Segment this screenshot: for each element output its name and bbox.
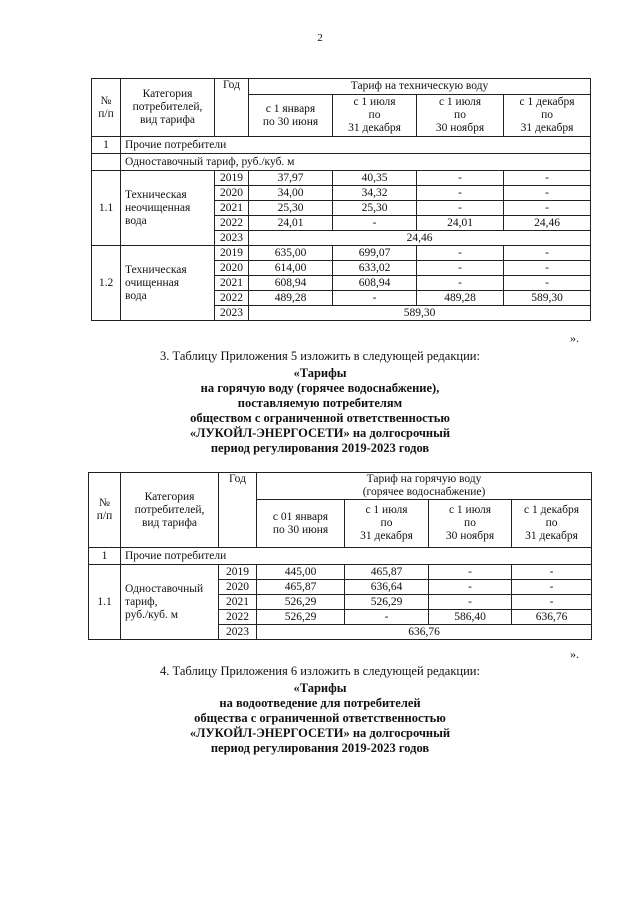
value-cell: 526,29 (345, 595, 429, 610)
year-cell: 2021 (219, 595, 257, 610)
value-cell: - (417, 171, 504, 186)
value-cell: - (512, 565, 592, 580)
heading3-line-2: на горячую воду (горячее водоснабжение), (200, 381, 440, 395)
header-period: с 1 июля по 31 декабря (333, 95, 417, 137)
paragraph-3: 3. Таблицу Приложения 5 изложить в следующей редакции: (160, 349, 480, 363)
header-period: с 1 июля по 30 ноября (417, 95, 504, 137)
value-cell: - (504, 186, 591, 201)
value-cell: 614,00 (249, 261, 333, 276)
table-row (92, 79, 591, 95)
header-period: с 1 января по 30 июня (249, 95, 333, 137)
value-cell: - (429, 565, 512, 580)
value-cell: 608,94 (333, 276, 417, 291)
year-cell: 2019 (219, 565, 257, 580)
header-period: с 1 декабря по 31 декабря (512, 500, 592, 548)
header-tariff: Тариф на техническую воду (249, 79, 591, 95)
value-cell: - (504, 276, 591, 291)
section-no: 1 (89, 548, 121, 565)
value-cell: 34,32 (333, 186, 417, 201)
table-row (89, 565, 592, 580)
year-cell: 2021 (215, 276, 249, 291)
header-period: с 1 декабря по 31 декабря (504, 95, 591, 137)
value-cell: 37,97 (249, 171, 333, 186)
value-cell: 465,87 (257, 580, 345, 595)
header-year: Год (215, 79, 249, 137)
value-cell: 636,64 (345, 580, 429, 595)
value-cell: - (345, 610, 429, 625)
value-cell: 699,07 (333, 246, 417, 261)
value-cell: 636,76 (512, 610, 592, 625)
paragraph-4: 4. Таблицу Приложения 6 изложить в следующей редакции: (160, 664, 480, 678)
section-no: 1 (92, 137, 121, 154)
year-cell: 2023 (215, 306, 249, 321)
value-cell: 34,00 (249, 186, 333, 201)
table2-end-mark: ». (570, 647, 579, 661)
year-cell: 2023 (215, 231, 249, 246)
value-cell: 489,28 (249, 291, 333, 306)
heading4-line-2: на водоотведение для потребителей (219, 696, 421, 710)
group-no: 1.1 (92, 171, 121, 246)
table-row (92, 154, 591, 171)
value-cell: - (512, 580, 592, 595)
heading3-line-5: «ЛУКОЙЛ-ЭНЕРГОСЕТИ» на долгосрочный (189, 426, 451, 440)
heading3-line-4: обществом с ограниченной ответственностью (190, 411, 450, 425)
heading-hot-water-tariffs (0, 366, 640, 456)
value-cell: - (504, 246, 591, 261)
value-cell: - (417, 186, 504, 201)
heading4-line-3: общества с ограниченной ответственностью (194, 711, 446, 725)
value-cell: 24,46 (504, 216, 591, 231)
value-cell: - (512, 595, 592, 610)
tariff-type: Одноставочный тариф, руб./куб. м (121, 154, 591, 171)
section-label: Прочие потребители (121, 548, 592, 565)
year-cell: 2019 (215, 171, 249, 186)
heading-wastewater-tariffs (0, 681, 640, 756)
year-cell: 2022 (215, 216, 249, 231)
value-cell: 25,30 (249, 201, 333, 216)
value-cell: 635,00 (249, 246, 333, 261)
table-row (92, 137, 591, 154)
value-cell: - (417, 276, 504, 291)
value-cell: 25,30 (333, 201, 417, 216)
value-cell: - (504, 201, 591, 216)
heading3-line-3: поставляемую потребителям (237, 396, 403, 410)
hot-water-tariff-table (88, 472, 592, 640)
value-cell: - (417, 261, 504, 276)
value-cell: 526,29 (257, 595, 345, 610)
value-cell-merged: 589,30 (249, 306, 591, 321)
year-cell: 2022 (219, 610, 257, 625)
year-cell: 2020 (219, 580, 257, 595)
header-category: Категория потребителей, вид тарифа (121, 79, 215, 137)
value-cell: 526,29 (257, 610, 345, 625)
header-period: с 1 июля по 30 ноября (429, 500, 512, 548)
heading3-line-6: период регулирования 2019-2023 годов (210, 441, 430, 455)
value-cell: 445,00 (257, 565, 345, 580)
table-row (92, 246, 591, 261)
group-no: 1.2 (92, 246, 121, 321)
group-name: Одноставочный тариф, руб./куб. м (121, 565, 219, 640)
technical-water-tariff-table (91, 78, 591, 321)
value-cell: - (333, 291, 417, 306)
header-no: № п/п (92, 79, 121, 137)
value-cell: - (429, 595, 512, 610)
heading4-line-1: «Тарифы (293, 681, 347, 695)
header-period: с 1 июля по 31 декабря (345, 500, 429, 548)
value-cell: - (333, 216, 417, 231)
value-cell: 586,40 (429, 610, 512, 625)
table-row (89, 473, 592, 500)
value-cell: 465,87 (345, 565, 429, 580)
section-label: Прочие потребители (121, 137, 591, 154)
value-cell: 24,01 (249, 216, 333, 231)
year-cell: 2021 (215, 201, 249, 216)
value-cell: - (504, 261, 591, 276)
year-cell: 2019 (215, 246, 249, 261)
group-no: 1.1 (89, 565, 121, 640)
value-cell: 633,02 (333, 261, 417, 276)
value-cell: 24,01 (417, 216, 504, 231)
header-no: № п/п (89, 473, 121, 548)
value-cell: 40,35 (333, 171, 417, 186)
header-category: Категория потребителей, вид тарифа (121, 473, 219, 548)
value-cell: - (417, 246, 504, 261)
header-tariff: Тариф на горячую воду (горячее водоснабжение) (257, 473, 592, 500)
table-row (89, 548, 592, 565)
header-year: Год (219, 473, 257, 548)
year-cell: 2020 (215, 186, 249, 201)
group-name: Техническая очищенная вода (121, 246, 215, 321)
table1-end-mark: ». (570, 331, 579, 345)
value-cell: 608,94 (249, 276, 333, 291)
group-name: Техническая неочищенная вода (121, 171, 215, 246)
heading4-line-4: «ЛУКОЙЛ-ЭНЕРГОСЕТИ» на долгосрочный (189, 726, 451, 740)
value-cell: - (504, 171, 591, 186)
table-cell (92, 154, 121, 171)
page-number: 2 (317, 32, 323, 44)
value-cell: 489,28 (417, 291, 504, 306)
header-period: с 01 января по 30 июня (257, 500, 345, 548)
table-row (92, 171, 591, 186)
value-cell: 589,30 (504, 291, 591, 306)
year-cell: 2020 (215, 261, 249, 276)
heading3-line-1: «Тарифы (293, 366, 347, 380)
value-cell-merged: 636,76 (257, 625, 592, 640)
value-cell: - (429, 580, 512, 595)
value-cell: - (417, 201, 504, 216)
value-cell-merged: 24,46 (249, 231, 591, 246)
year-cell: 2023 (219, 625, 257, 640)
heading4-line-5: период регулирования 2019-2023 годов (210, 741, 430, 755)
year-cell: 2022 (215, 291, 249, 306)
